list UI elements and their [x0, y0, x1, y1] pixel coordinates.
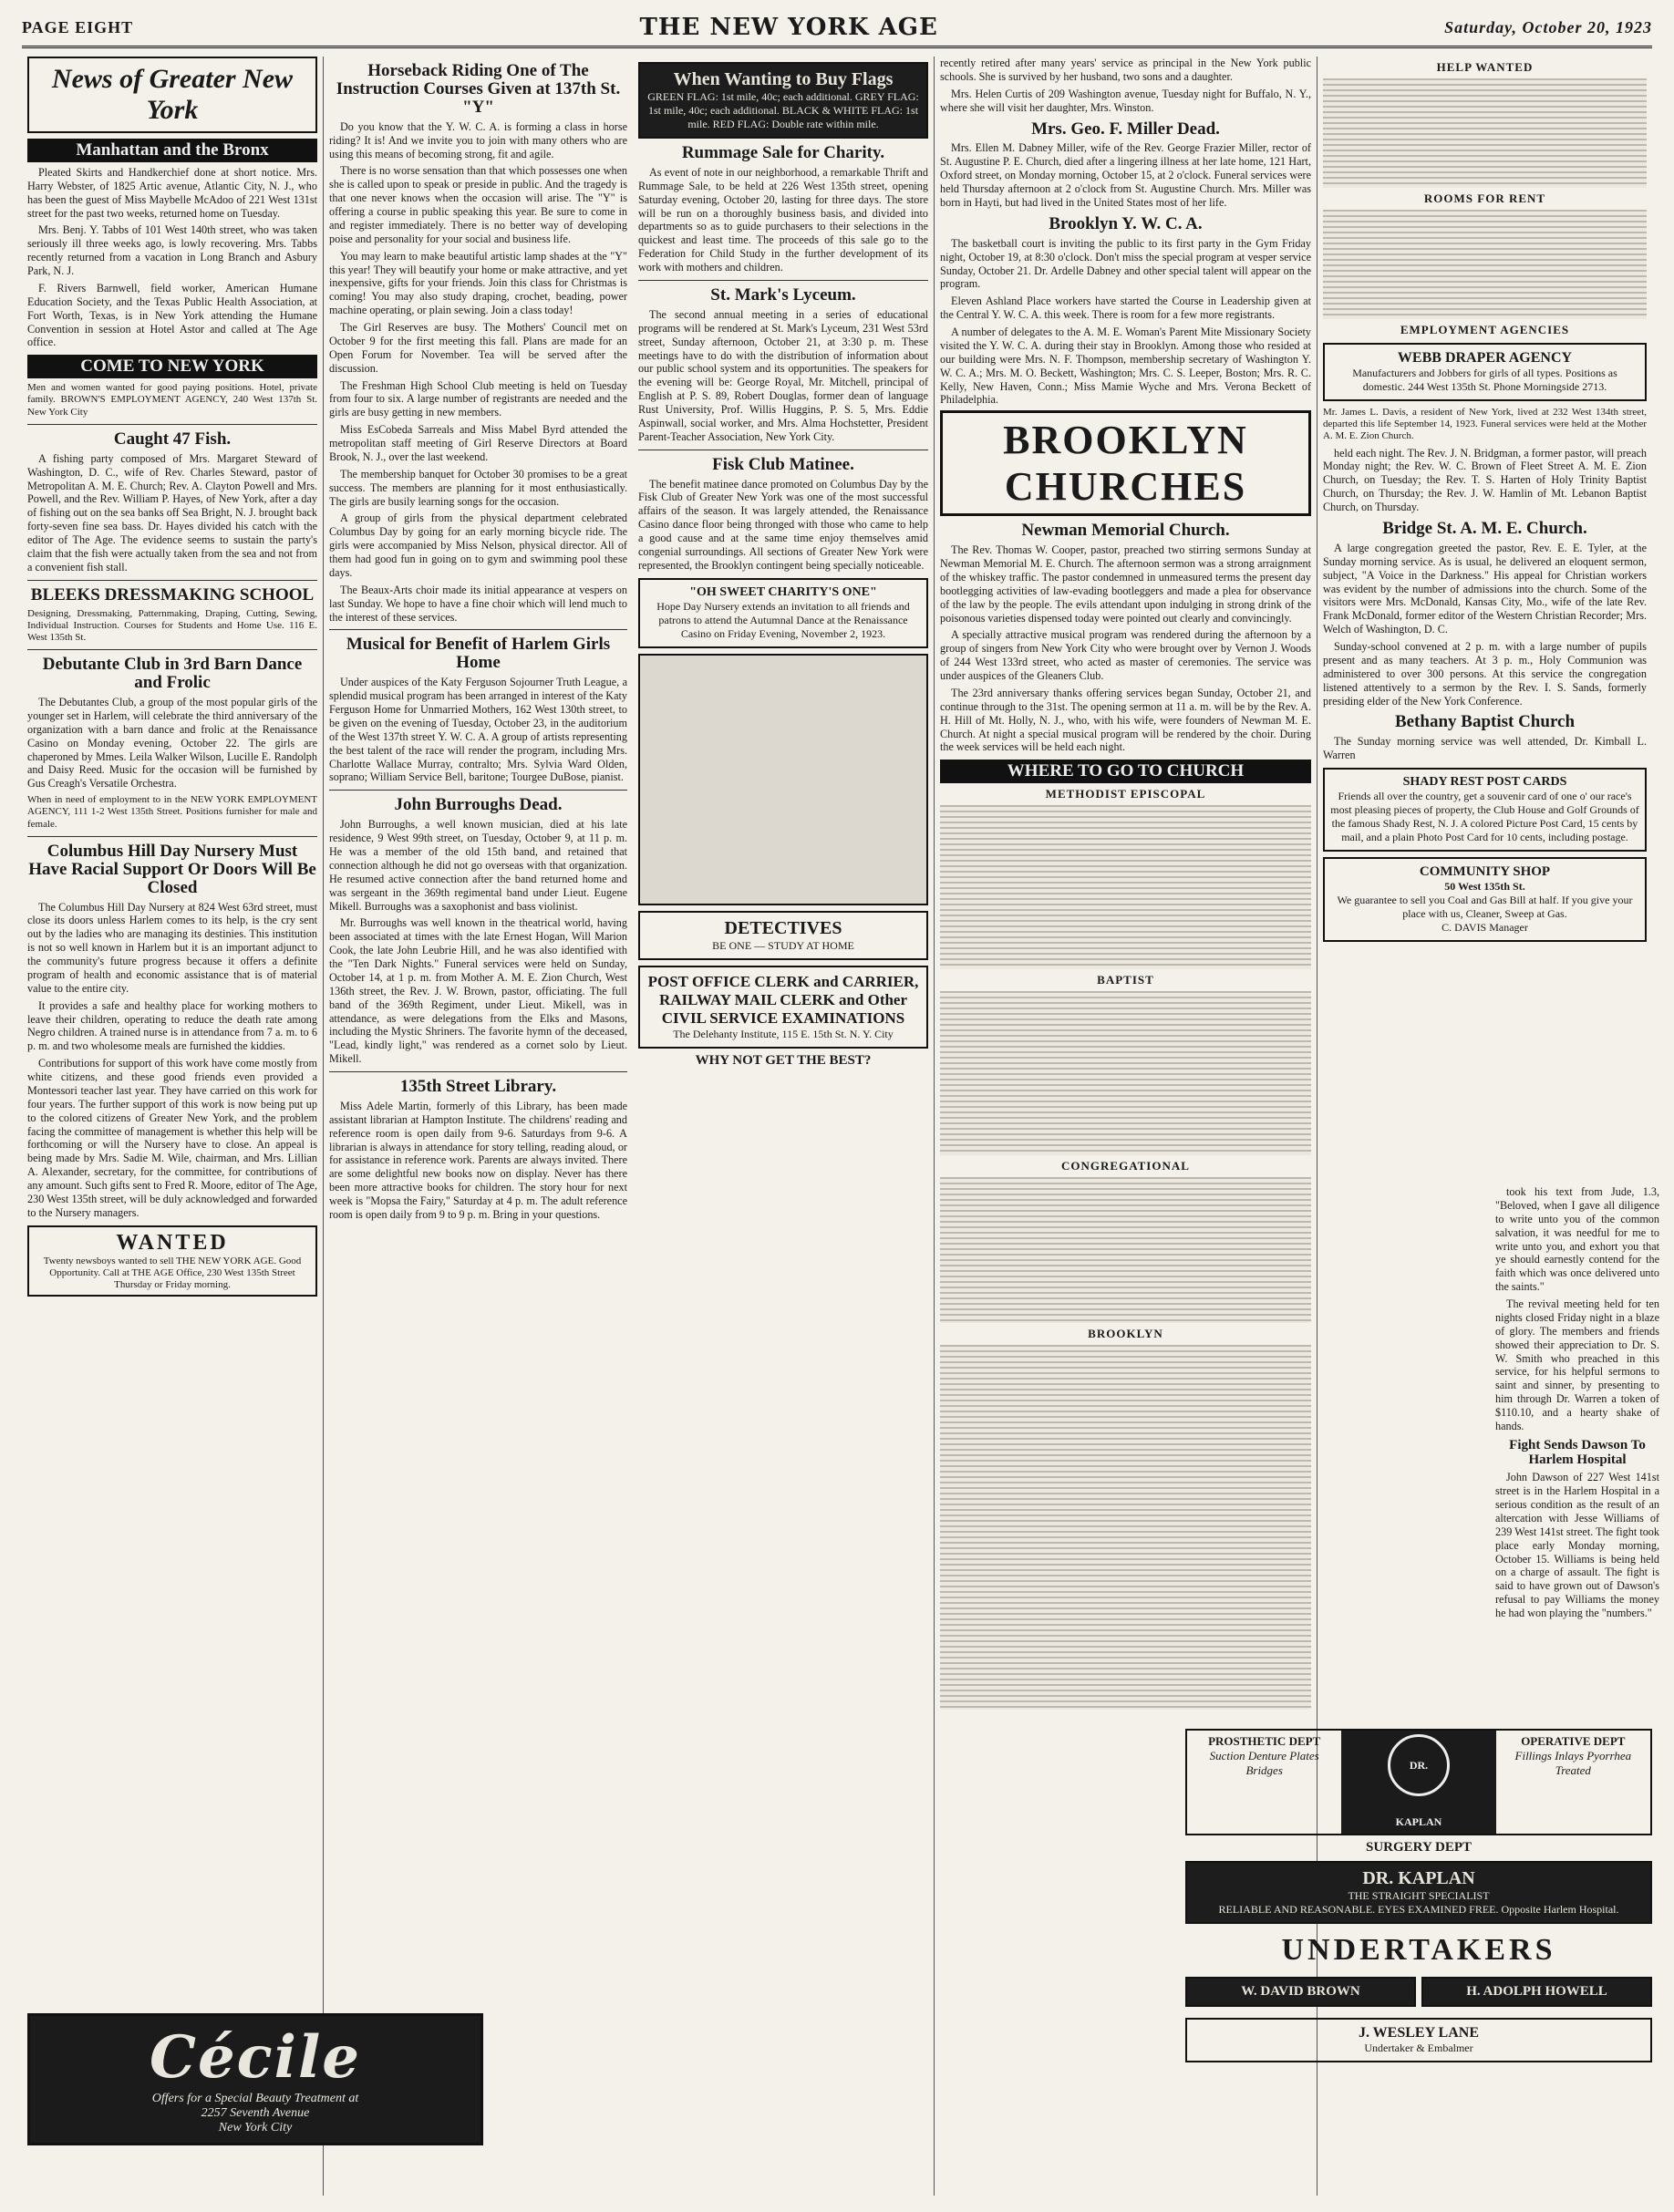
dental-left [1187, 1731, 1341, 1834]
detectives-title: DETECTIVES [724, 917, 842, 938]
article-text: As event of note in our neighborhood, a remarkable Thrift and Rummage Sale, to be held at 226 West 135th street, opening Saturday evening, October 20, lasting for three days. The store will be run on a thoroughly business basis, and divided into departments so as to guide purchasers to their selections in the quickest and least time. The proceeds of this sale go to the Federation for Child Study in the further development of its work with mothers and children. [638, 165, 928, 274]
divider [27, 580, 317, 581]
article-text: Miss Adele Martin, formerly of this Library, has been made assistant librarian at Hampton Institute. The childrens' reading and reference room is open daily from 9-6. Saturdays from 9-6. A librarian is always in attendance for story telling, reading aloud, or for assistance in reference work. Parents are always invited. There are some delightful new books now on display. Never has there been more attractive books for children. The story hour for next week is "Mopsa the Fairy," Saturday at 4 p. m. The adult reference room is open daily from 9 to 9 p. m. Bring in your questions. [329, 1099, 627, 1221]
paper-name: THE NEW YORK AGE [639, 14, 938, 41]
article-text: Mrs. Helen Curtis of 209 Washington avenue, Tuesday night for Buffalo, N. Y., where she will visit her daughter, Mrs. Winston. [940, 87, 1311, 114]
article-text: A number of delegates to the A. M. E. Woman's Parent Mite Missionary Society visited the Y. W. C. A. during their stay in Brooklyn. Among those who resided at our building were Mrs. N. F. Thompson, membership secretary of Washington Y. W. C. A.; Mrs. M. O. Beckett, Washington; Mrs. C. S. Leeper, Boston; Mrs. R. C. Kelly, New Haven, Conn.; Miss Mamie Wyche and Mrs. Verona Beckett of Philadelphia. [940, 326, 1311, 407]
divider [329, 1071, 627, 1072]
headline-bethany: Bethany Baptist Church [1394, 712, 1576, 732]
community-text: We guarantee to sell you Coal and Gas Bill at half. If you give your place with us, Cleaner, Sweep at Gas. [1337, 894, 1633, 921]
webb-title: WEBB DRAPER AGENCY [1397, 350, 1573, 366]
headline-bleeks: BLEEKS DRESSMAKING SCHOOL [30, 584, 315, 605]
kaplan-ad [1185, 1861, 1652, 1924]
article-text: The Columbus Hill Day Nursery at 824 West 63rd street, must close its doors unless Harlem comes to its help, is the cry sent out by the ladies who are managing its destinies. This institution is not so well known in Harlem but it is an important adjunct to the community's future progress because it offers a definite program of health and economic assistance that is of material value to the entire city. [27, 900, 317, 995]
directory-listings [940, 805, 1311, 969]
shady-rest-ad [1323, 768, 1647, 852]
article-text: Mr. James L. Davis, a resident of New York, lived at 232 West 134th street, departed this life September 14, 1923. Funeral services were held at the Mother A. M. E. Zion Church. [1323, 407, 1647, 442]
dental-seal-icon: DR. KAPLAN [1388, 1734, 1450, 1796]
column-3 [633, 57, 934, 2196]
sweet-charity-text: Hope Day Nursery extends an invitation to all friends and patrons to attend the Autumnal Dance at the Renaissance Casino on Friday Evening, November 2, 1923. [656, 599, 910, 640]
masthead [22, 9, 1652, 48]
flags-text: GREEN FLAG: 1st mile, 40c; each additional. GREY FLAG: 1st mile, 40c; each additional. BLACK & WHITE FLAG: 1st mile. RED FLAG: Double rate within mile. [647, 90, 919, 130]
headline-library: 135th Street Library. [399, 1077, 557, 1096]
classified-listings [1323, 78, 1647, 188]
headline-newman: Newman Memorial Church. [1021, 521, 1230, 541]
directory-listings [940, 1345, 1311, 1710]
article-text: The membership banquet for October 30 promises to be a great success. The members are planning for it most enthusiastically. The girls are busily learning songs for the occasion. [329, 467, 627, 508]
dental-left-title: PROSTHETIC DEPT [1208, 1734, 1321, 1748]
headline-ywca: Brooklyn Y. W. C. A. [1049, 213, 1203, 233]
undertaker-name: H. ADOLPH HOWELL [1466, 1983, 1607, 1999]
sweet-charity-title: "OH SWEET CHARITY'S ONE" [689, 584, 877, 599]
flags-title: When Wanting to Buy Flags [673, 69, 894, 89]
divider [329, 790, 627, 791]
post-office-title: POST OFFICE CLERK and CARRIER, RAILWAY MAIL CLERK and Other CIVIL SERVICE EXAMINATIONS [647, 972, 919, 1027]
undertaker-name: J. WESLEY LANE [1358, 2024, 1480, 2041]
post-office-ad [638, 966, 928, 1049]
wanted-title: WANTED [116, 1230, 229, 1255]
undertaker-name: W. DAVID BROWN [1241, 1983, 1360, 1999]
webb-draper-ad [1323, 343, 1647, 401]
article-text: There is no worse sensation than that which possesses one when she is called upon to speak or preside in public. And the tragedy is that one never knows when the occasion will arise. The "Y" is offering a course in public speaking this year. Be sure to come in and register immediately. There is no better way of developing poise and personality for your social and business life. [329, 164, 627, 245]
article-text: The second annual meeting in a series of educational programs will be rendered at St. Mark's Lyceum, 231 West 53rd street, Sunday afternoon, October 21, at 3:30 p. m. These meetings have to do with the distribution of information about our public school system and its opportunities. The speakers for the evening will be: George Royal, Mr. Mitchell, principal of English at P. S. 89, Robert Douglas, former dean of language Rust University, Prof. Willis Huggins, P. S. 5, Mrs. Eddie Aspinwall, social worker, and Mrs. Alma Hochstetter, President Parent-Teacher Association, New York City. [638, 307, 928, 443]
where-to-go-header: WHERE TO GO TO CHURCH [940, 760, 1311, 783]
headline-musical: Musical for Benefit of Harlem Girls Home [346, 635, 611, 673]
divider [27, 836, 317, 837]
community-foot: C. DAVIS Manager [1442, 921, 1528, 935]
kaplan-text: RELIABLE AND REASONABLE. EYES EXAMINED FREE. Opposite Harlem Hospital. [1218, 1902, 1619, 1916]
dental-foot: SURGERY DEPT [1365, 1840, 1472, 1855]
classified-listings [1323, 210, 1647, 319]
directory-subhead: METHODIST EPISCOPAL [1045, 787, 1206, 801]
sweet-charity-ad [638, 578, 928, 648]
article-text: Under auspices of the Katy Ferguson Sojourner Truth League, a splendid musical program has been arranged in interest of the Katy Ferguson Home for Unmarried Mothers, 162 West 130th street, to be given on the evening of Tuesday, October 23, in the auditorium of the West 137th street Y. W. C. A. A group of artists representing the best talent of the race will render the program, including Mrs. Charlotte Wallace Murray, contralto; Mrs. Sylvia Ward Olden, soprano; William Service Bell, baritone; Tourgee DuBose, pianist. [329, 676, 627, 784]
community-shop-ad [1323, 857, 1647, 942]
headline-debutante: Debutante Club in 3rd Barn Dance and Frolic [42, 655, 303, 693]
cecile-logo: Cécile [150, 2023, 361, 2092]
column-2 [323, 57, 633, 2196]
headline-burroughs: John Burroughs Dead. [394, 795, 563, 815]
section-title: News of Greater New York [27, 57, 317, 133]
wanted-ad [27, 1225, 317, 1297]
headline-lyceum: St. Mark's Lyceum. [710, 284, 856, 305]
article-text: A group of girls from the physical department celebrated Columbus Day by going for an early morning bicycle ride. The girls were accompanied by Miss Nelson, physical director. All of them had good fun in going on to gym and swimming pool these days. [329, 512, 627, 579]
community-title: COMMUNITY SHOP [1419, 864, 1551, 880]
article-text: A fishing party composed of Mrs. Margaret Steward of Washington, D. C., wife of Rev. Charles Steward, pastor of Metropolitan A. M. E. Church; Rev. A. Clayton Powell and Mrs. Powell, and the Rev. William P. Hayes, of New York, after a day of fishing out on the sea banks off Sea Bright, N. J. brought back forty-seven fine sea bass. Dr. Hayes divided his catch with the editor of The Age. The evidence seems to sustain the party's claim that the fish were actually taken from the sea and not from a convenient fish stall. [27, 451, 317, 574]
dental-left-items: Suction Denture Plates Bridges [1209, 1749, 1319, 1777]
cecile-line: Offers for a Special Beauty Treatment at [151, 2092, 359, 2105]
kaplan-sub: THE STRAIGHT SPECIALIST [1348, 1888, 1490, 1902]
article-text: John Dawson of 227 West 141st street is in the Harlem Hospital in a serious condition as the result of an altercation with Jesse Williams of 239 West 141st street. The fight took place early Monday morning, October 15. Williams is being held on a charge of assault. The fight is said to have grown out of Dawson's refusal to pay Williams the money he had won playing the "numbers." [1495, 1471, 1659, 1619]
page-number: PAGE EIGHT [22, 17, 134, 36]
classified-header: EMPLOYMENT AGENCIES [1400, 323, 1570, 336]
article-text: The basketball court is inviting the public to its first party in the Gym Friday night, October 19, at 8:30 o'clock. Don't miss the special program at vesper service Sunday, October 21. Dr. Ardelle Dabney and other special talent will appear on the program. [940, 236, 1311, 291]
bottom-right-ads [1185, 1723, 1652, 2068]
headline-come-to-new-york: COME TO NEW YORK [27, 355, 317, 378]
article-text: It provides a safe and healthy place for working mothers to leave their children, operating to reduce the death rate among Negro children. A trained nurse is in attendance from 7 a. m. to 6 p. m. and two wholesome meals are furnished the kiddies. [27, 998, 317, 1053]
cecile-ad-wrapper [27, 2006, 483, 2145]
article-text: Pleated Skirts and Handkerchief done at short notice. Mrs. Harry Webster, of 1825 Artic avenue, Atlantic City, N. J., who has been the guest of Miss Maybelle McAdoo of 221 West 131st street for the past two weeks, returned home on Tuesday. [27, 165, 317, 220]
article-text: The revival meeting held for ten nights closed Friday night in a blaze of glory. The members and friends showed their appreciation to Dr. S. W. Smith who preached in this service, for his helpful sermons to saint and sinner, by presenting to him through Dr. Warren a token of $110.10, and a hearty shake of hands. [1495, 1297, 1659, 1432]
divider [27, 424, 317, 425]
article-text: The Rev. Thomas W. Cooper, pastor, preached two stirring sermons Sunday at Newman Memorial M. E. Church. The afternoon sermon was a strong arraignment of the whiskey traffic. The pastor condemned in unmeasured terms the present day bootlegging activities of law-evading bootleggers and made a plea for observance of the law by the people. The evils attendant upon indulging in strong drink of the poisonous varieties dispensed today were pointed out clearly and convincingly. [940, 543, 1311, 625]
detectives-sub: BE ONE — STUDY AT HOME [712, 938, 854, 952]
directory-subhead: BAPTIST [1097, 973, 1154, 987]
article-text: The Girl Reserves are busy. The Mothers' Council met on October 9 for the first meeting this fall. Plans are made for an Open Forum for November. Tea will be served after the discussion. [329, 321, 627, 375]
wanted-text: Twenty newsboys wanted to sell THE NEW YORK AGE. Good Opportunity. Call at THE AGE Office, 230 West 135th Street Thursday or Friday morning. [43, 1255, 302, 1290]
article-text: Mrs. Ellen M. Dabney Miller, wife of the Rev. George Frazier Miller, rector of St. Augustine P. E. Church, died after a lingering illness at her late home, 121 Hart, Oxford street, on Monday morning, October 15, at 2 o'clock. Funeral services were held Thursday afternoon at 2 o'clock from St. Augustine Church. Mrs. Miller was born in Hayti, but had lived in the United States most of her life. [940, 141, 1311, 209]
article-text: Contributions for support of this work have come mostly from white citizens, and these good friends even provided a Montessori teacher last year. They have carried on this work for four years. The further support of this work is now being put up to the colored citizens of Greater New York, and the problem facing the committee of management is whether this help will be forthcoming or will the Nursery have to close. An appeal is being made by Mrs. Sadie M. Wile, chairman, and Mrs. Lillian A. Alexander, secretary, for the committee, for contributions of any amount. Such gifts sent to Fred R. Moore, editor of The Age, 230 West 135th street, will be duly acknowledged and forwarded to the Nursery managers. [27, 1057, 317, 1219]
article-text: The Sunday morning service was well attended, Dr. Kimball L. Warren [1323, 735, 1647, 762]
cecile-line: 2257 Seventh Avenue [201, 2106, 310, 2120]
directory-subhead: BROOKLYN [1088, 1327, 1163, 1341]
article-text: The Beaux-Arts choir made its initial appearance at vespers on last Sunday. We hope to have a fine choir which will lend much to the interest of these services. [329, 583, 627, 624]
article-text: The 23rd anniversary thanks offering services began Sunday, October 21, and continue through to the 31st. The opening sermon at 11 a. m. will be by the Rev. A. H. Hill of Mt. Holly, N. J., who, with his wife, were founders of Newman M. E. Church. At night a special musical program will be rendered by the choir. During the week services will be held each night. [940, 686, 1311, 754]
divider [329, 629, 627, 630]
article-text: Eleven Ashland Place workers have started the Course in Leadership given at the Central Y. W. C. A. this week. There is room for a few more registrants. [940, 295, 1311, 322]
headline-miller: Mrs. Geo. F. Miller Dead. [1031, 119, 1220, 139]
headline-manhattan: Manhattan and the Bronx [27, 139, 317, 162]
ad-text: When in need of employment to in the NEW YORK EMPLOYMENT AGENCY, 111 1-2 West 135th Street. Positions furnisher for male and female. [27, 794, 317, 830]
headline-bridge-st: Bridge St. A. M. E. Church. [1382, 518, 1587, 538]
kaplan-title: DR. KAPLAN [1362, 1867, 1475, 1888]
directory-listings [940, 991, 1311, 1155]
headline-horseback: Horseback Riding One of The Instruction Courses Given at 137th St. "Y" [336, 61, 621, 117]
community-sub: 50 West 135th St. [1444, 880, 1525, 894]
undertakers-header: UNDERTAKERS [1281, 1932, 1556, 1967]
ad-text: Designing, Dressmaking, Patternmaking, Draping, Cutting, Sewing, Individual Instruction. Courses for Students and Home Use. 116 E. West 135th St. [27, 607, 317, 643]
undertaker-sub: Undertaker & Embalmer [1364, 2041, 1473, 2054]
article-text: John Burroughs, a well known musician, died at his late residence, 9 West 99th street, on Tuesday, October 9, at 11 p. m. He was a member of the old 15th band, and retained that connection although he did not go overseas with that organization. He resumed active connection after the band returned home and was sergeant in the 369th regimental band under Lieut. Eugene Mikell. Burroughs was a saxophonist and bass violinist. [329, 818, 627, 913]
ad-text: Men and women wanted for good paying positions. Hotel, private family. BROWN'S EMPLOYMENT AGENCY, 240 West 137th St. New York City [27, 382, 317, 418]
headline-fisk: Fisk Club Matinee. [712, 454, 854, 474]
dental-right [1496, 1731, 1650, 1834]
article-text: The benefit matinee dance promoted on Columbus Day by the Fisk Club of Greater New York was one of the most successful affairs of the season. It was largely attended, the Renaissance Casino dance floor being thronged with those who came to help a good cause and at the same time enjoy themselves amid congenial surroundings. All sections of Greater New York were represented, the Brooklyn contingent being specially noticeable. [638, 477, 928, 572]
directory-subhead: CONGREGATIONAL [1061, 1159, 1190, 1173]
issue-date: Saturday, October 20, 1923 [1444, 17, 1652, 36]
undertaker-ad [1185, 1977, 1416, 2007]
article-text: F. Rivers Barnwell, field worker, American Humane Education Society, and the Texas Public Health Association, at Fort Worth, Texas, is in New York attending the Humane Convention in session at Hotel Astor and called at The Age office. [27, 281, 317, 349]
headline-rummage: Rummage Sale for Charity. [681, 143, 885, 162]
dental-ad [1185, 1729, 1652, 1835]
undertaker-ad [1421, 1977, 1652, 2007]
post-office-sub: The Delehanty Institute, 115 E. 15th St. N. Y. City [673, 1027, 894, 1040]
dental-right-items: Fillings Inlays Pyorrhea Treated [1514, 1749, 1632, 1777]
divider [638, 280, 928, 281]
dental-mid [1341, 1731, 1495, 1834]
article-text: Sunday-school convened at 2 p. m. with a large number of pupils present and as many teachers. At 3 p. m., Holy Communion was administered to over 300 persons. At this service the congregation listened attentively to a sermon by the Rev. I. S. Sands, formerly presiding elder of the New York Conference. [1323, 640, 1647, 708]
article-text: Mr. Burroughs was well known in the theatrical world, having been associated at times with the late Ernest Hogan, Will Marion Cook, the late John Leubrie Hill, and he was also identified with the "Ten Dark Nights." Funeral services were held on Sunday, October 14, at 1 p. m. from Mother A. M. E. Zion Church, West 136th street, the Rev. J. W. Brown, pastor, officiating. The full band of the 369th Regiment, under Lieut. Mikell, was in attendance, as were delegations from the Elks and Masons, including the Mystic Shriners. The favorite hymn of the deceased, "Lead, kindly light," was rendered as a cornet solo by Lieut. Mikell. [329, 916, 627, 1066]
stationery-ad-block [638, 654, 928, 905]
article-text: recently retired after many years' service as principal in the New York public schools. She is survived by her husband, two sons and a daughter. [940, 57, 1311, 83]
detectives-ad [638, 911, 928, 960]
article-text: The Freshman High School Club meeting is held on Tuesday from four to six. A large number of registrants are needed and the girls are busy getting in new members. [329, 378, 627, 419]
article-text: You may learn to make beautiful artistic lamp shades at the "Y" this year! They will beautify your home or make attractive, and yet inexpensive, gifts for your friends. Join this class for Christmas is coming! You may also study draping, crochet, beading, power machine operating, or plain sewing. Join a class today! [329, 249, 627, 317]
headline-columbus: Columbus Hill Day Nursery Must Have Racial Support Or Doors Will Be Closed [28, 841, 316, 897]
brooklyn-churches-banner: BROOKLYN CHURCHES [940, 410, 1311, 516]
webb-text: Manufacturers and Jobbers for girls of all types. Positions as domestic. 244 West 135th St. Phone Morningside 2713. [1352, 367, 1617, 393]
article-text: took his text from Jude, 1.3, "Beloved, when I gave all diligence to write unto you of the common salvation, it was needful for me to write unto you, and exhort you that ye should earnestly contend for the faith which was once delivered unto the saints." [1495, 1185, 1659, 1294]
article-text: Miss EsCobeda Sarreals and Miss Mabel Byrd attended the metropolitan staff meeting of Girl Reserve Directors at Board Brook, N. J., over the last weekend. [329, 423, 627, 463]
column-1 [22, 57, 323, 2196]
undertaker-ad [1185, 2018, 1652, 2062]
dental-right-title: OPERATIVE DEPT [1521, 1734, 1626, 1748]
directory-listings [940, 1177, 1311, 1323]
classified-header: HELP WANTED [1436, 60, 1534, 74]
article-text: The Debutantes Club, a group of the most popular girls of the younger set in Harlem, will celebrate the third anniversary of the organization with a barn dance and frolic at the Renaissance Casino on Monday evening, October 22. The girls are chaperoned by Mmes. Leila Walker Wilson, Lucille E. Randolph and Daisy Reed. Music for the occasion will be furnished by Gus Creagh's Versatile Orchestra. [27, 696, 317, 791]
undertakers-grid [1185, 1971, 1652, 2012]
classified-header: ROOMS FOR RENT [1423, 191, 1546, 205]
cecile-line: New York City [218, 2121, 293, 2134]
shady-rest-text: Friends all over the country, get a souvenir card of one o' our race's most pleasing pieces of property, the Club House and Golf Grounds of the famous Shady Rest, N. J. A colored Picture Post Card, 15 cents by mail, and a plain Photo Post Card for 10 cents, including postage. [1330, 790, 1639, 844]
fight-block [1495, 1185, 1659, 1624]
flags-ad [638, 62, 928, 139]
divider [27, 649, 317, 650]
why-not-line: WHY NOT GET THE BEST? [695, 1052, 872, 1068]
article-text: Mrs. Benj. Y. Tabbs of 101 West 140th street, who was taken seriously ill three weeks ago, is lowly recovering. Mrs. Tabbs recently returned from a vacation in Long Branch and Asbury Park, N. J. [27, 223, 317, 278]
shady-rest-title: SHADY REST POST CARDS [1402, 775, 1567, 790]
article-text: A large congregation greeted the pastor, Rev. E. E. Tyler, at the Sunday morning service. As is usual, he delivered an eloquent sermon, subject, "A Voice in the Darkness." His appeal for Christian workers was evident by the number of admissions into the church. Some of the visitors were Mrs. McDonald, Kansas City, Mo., wife of the late Rev. Frank McDonald, former editor of the Western Christian Recorder; Mrs. Welch of Washington, D. C. [1323, 541, 1647, 636]
article-text: A specially attractive musical program was rendered during the afternoon by a group of singers from New York City who were brought over by Vernon J. Woods of 244 West 133rd street, who acted as master of ceremonies. The service was under auspices of the Gleaners Club. [940, 628, 1311, 683]
headline-caught-fish: Caught 47 Fish. [113, 429, 232, 449]
headline-fight: Fight Sends Dawson To Harlem Hospital [1509, 1437, 1646, 1467]
article-text: Do you know that the Y. W. C. A. is forming a class in horse riding? It is! And we invite you to join with many others who are using this means of becoming strong, fit and agile. [329, 119, 627, 160]
cecile-ad [27, 2013, 483, 2145]
article-text: held each night. The Rev. J. N. Bridgman, a former pastor, will preach Monday night; the Rev. W. C. Brown of Fleet Street A. M. E. Zion Church, on Tuesday; the Rev. T. S. Harten of Holy Trinity Baptist Church, on Thursday; the Rev. J. W. Hamlin of Mt. Lebanon Baptist Church, on Thursday. [1323, 446, 1647, 514]
